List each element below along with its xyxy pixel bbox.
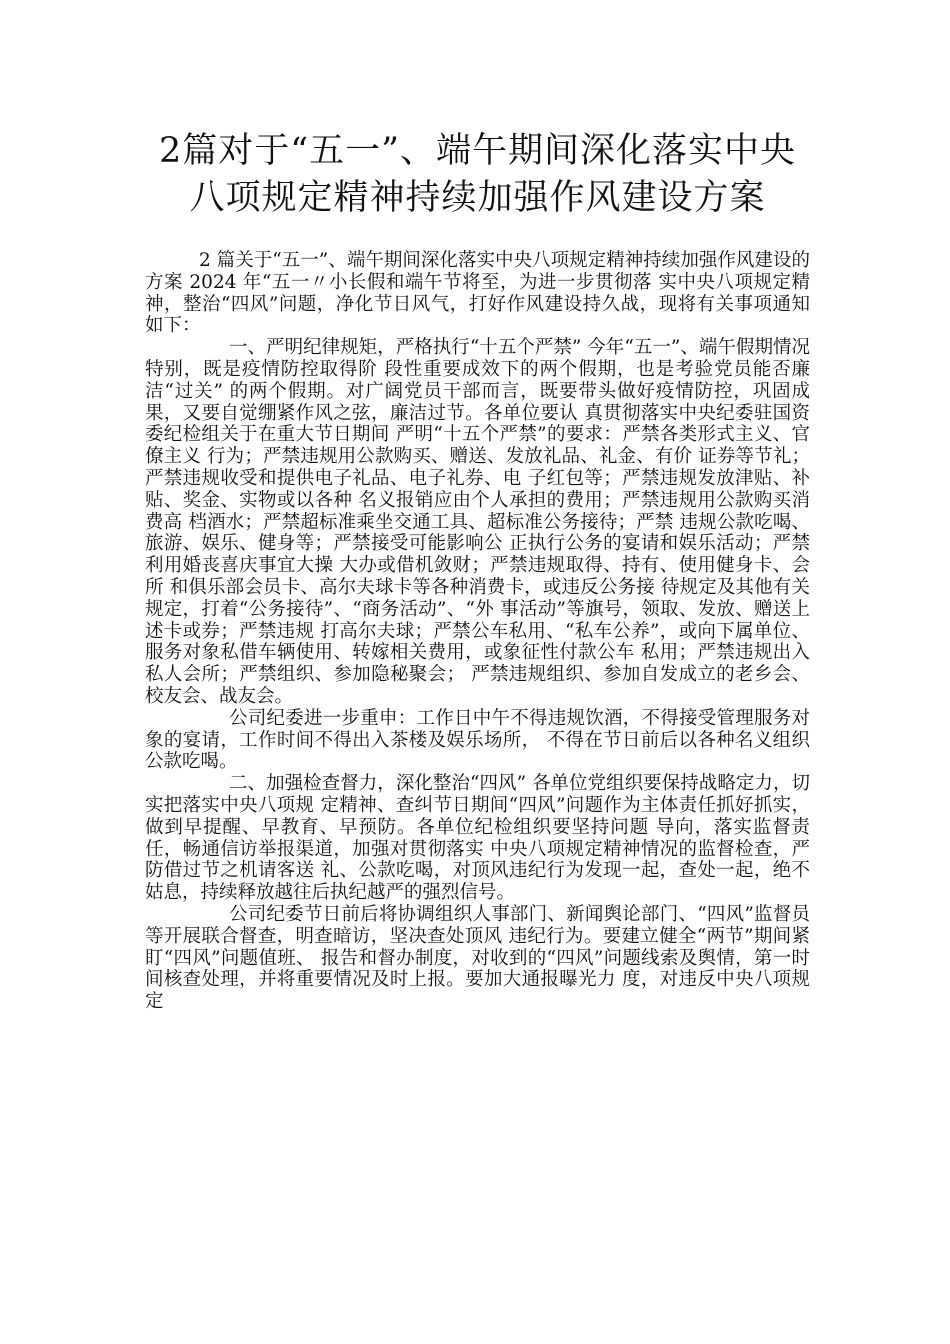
- paragraph-reiteration: 公司纪委进一步重申：工作日中午不得违规饮酒，不得接受管理服务对象的宴请，工作时间不得出入茶楼及娱乐场所， 不得在节日前后以各种名义组织公款吃喝。: [145, 707, 810, 773]
- paragraph-section-2: 二、加强检查督力，深化整治“四风” 各单位党组织要保持战略定力，切实把落实中央八项规 定精神、查纠节日期间“四风”问题作为主体责任抓好抓实， 做到早提醒、早教育、早预防。各单位纪检组织要坚持问题 导向，落实监督责任，畅通信访举报渠道，加强对贯彻落实 中央八项规定精神情况的监督检查，严防借过节之机请客送 礼、公款吃喝，对顶风违纪行为发现一起，查处一起，绝不 姑息，持续释放越往后执纪越严的强烈信号。: [145, 773, 810, 904]
- paragraph-joint-inspection: 公司纪委节日前后将协调组织人事部门、新闻舆论部门、“四风”监督员等开展联合督查，明查暗访，坚决查处顶风 违纪行为。要建立健全“两节”期间紧盯“四风”问题值班、 报告和督办制度，对收到的“四风”问题线索及舆情，第一时间核查处理，并将重要情况及时上报。要加大通报曝光力 度，对违反中央八项规定: [145, 903, 810, 1013]
- document-body: [145, 250, 810, 1013]
- paragraph-intro: 2 篇关于“五一”、端午期间深化落实中央八项规定精神持续加强作风建设的方案 2024 年“五一〃小长假和端午节将至，为进一步贯彻落 实中央八项规定精神，整治“四风”问题，净化节日风气，打好作风建设持久战，现将有关事项通知如下：: [145, 250, 810, 337]
- paragraph-section-1: 一、严明纪律规矩，严格执行“十五个严禁” 今年“五一”、端午假期情况特别，既是疫情防控取得阶 段性重要成效下的两个假期，也是考验党员能否廉洁“过关” 的两个假期。对广阔党员干部而言，既要带头做好疫情防控，巩固成果，又要自觉绷紧作风之弦，廉洁过节。各单位要认 真贯彻落实中央纪委驻国资委纪检组关于在重大节日期间 严明“十五个严禁”的要求：严禁各类形式主义、官僚主义 行为；严禁违规用公款购买、赠送、发放礼品、礼金、有价 证券等节礼；严禁违规收受和提供电子礼品、电子礼券、电 子红包等；严禁违规发放津贴、补贴、奖金、实物或以各种 名义报销应由个人承担的费用；严禁违规用公款购买消费高 档酒水；严禁超标准乘坐交通工具、超标准公务接待；严禁 违规公款吃喝、旅游、娱乐、健身等；严禁接受可能影响公 正执行公务的宴请和娱乐活动；严禁利用婚丧喜庆事宜大操 大办或借机敛财；严禁违规取得、持有、使用健身卡、会所 和俱乐部会员卡、高尔夫球卡等各种消费卡，或违反公务接 待规定及其他有关规定，打着“公务接待”、“商务活动”、“外 事活动”等旗号，领取、发放、赠送上述卡或券；严禁违规 打高尔夫球；严禁公车私用、“私车公养”，或向下属单位、 服务对象私借车辆使用、转嫁相关费用，或象征性付款公车 私用；严禁违规出入私人会所；严禁组织、参加隐秘聚会； 严禁违规组织、参加自发成立的老乡会、校友会、战友会。: [145, 337, 810, 707]
- title-line-2: 八项规定精神持续加强作风建设方案: [189, 178, 766, 218]
- document-title: [145, 128, 810, 222]
- document-page: [145, 128, 810, 1013]
- title-line-1: 2篇对于“五一”、端午期间深化落实中央: [158, 131, 797, 171]
